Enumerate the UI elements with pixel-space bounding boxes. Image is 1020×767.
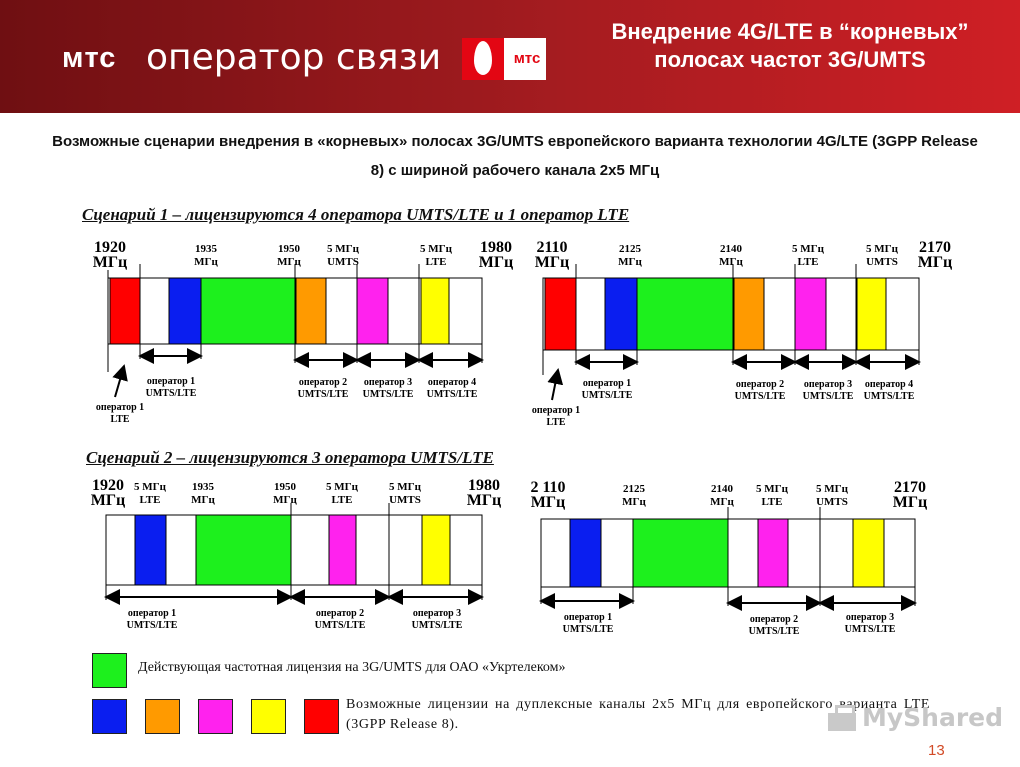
- s1r-freq-label-1-line1: 2125: [619, 243, 641, 255]
- s1l-op-label-2-line2: UMTS/LTE: [297, 389, 349, 400]
- s1l-freq-label-4-line2: LTE: [425, 256, 447, 268]
- s2r-freq-label-3-line2: LTE: [761, 496, 783, 508]
- legend-swatch-possible: [92, 699, 127, 734]
- s2l-op-label-1-line2: UMTS/LTE: [126, 620, 178, 631]
- s1r-block: [734, 278, 764, 350]
- s1l-freq-label-2-line1: 1950: [278, 243, 300, 255]
- s1l-op-label-1-line2: UMTS/LTE: [145, 388, 197, 399]
- s1r-op-label-4-line1: оператор 4: [864, 379, 914, 390]
- slide-title: Внедрение 4G/LTE в “корневых” полосах частот 3G/UMTS: [611, 19, 969, 72]
- s1l-freq-label-1-line2: МГц: [194, 256, 218, 268]
- s1r-op-label-2-line2: UMTS/LTE: [734, 391, 786, 402]
- s2r-op-label-1-line1: оператор 1: [563, 612, 613, 623]
- s1r-freq-label-5-line2: МГц: [917, 254, 953, 271]
- s1r-op-label-1-line2: UMTS/LTE: [581, 390, 633, 401]
- s2r-freq-label-2-line2: МГц: [710, 496, 734, 508]
- s1l-lte-pointer: [115, 366, 124, 397]
- s2r-op-label-2-line2: UMTS/LTE: [748, 626, 800, 637]
- s1r-freq-label-2-line1: 2140: [720, 243, 742, 255]
- legend-swatch-possible: [145, 699, 180, 734]
- s2l-op-label-2-line2: UMTS/LTE: [314, 620, 366, 631]
- s1r-block: [605, 278, 637, 350]
- s1r-block: [795, 278, 826, 350]
- s2l-freq-label-1-line1: 5 МГц: [134, 481, 166, 493]
- s1r-lte-pointer: [552, 370, 558, 400]
- s2l-freq-label-3-line2: МГц: [273, 494, 297, 506]
- s2l-freq-label-4-line2: LTE: [331, 494, 353, 506]
- s2r-block: [758, 519, 788, 587]
- s2r-freq-label-5-line2: МГц: [892, 494, 928, 511]
- s1r-freq-label-2-line2: МГц: [719, 256, 743, 268]
- s2r-op-label-3-line2: UMTS/LTE: [844, 624, 896, 635]
- s1l-freq-label-2-line2: МГц: [277, 256, 301, 268]
- s2l-block: [329, 515, 356, 585]
- s2r-freq-label-4-line1: 5 МГц: [816, 483, 848, 495]
- legend-swatch-possible: [251, 699, 286, 734]
- legend-current-text: Действующая частотная лицензия на 3G/UMTS для ОАО «Укртелеком»: [138, 660, 566, 675]
- s1l-op-label-3-line2: UMTS/LTE: [362, 389, 414, 400]
- scenario-2-title: Сценарий 2 – лицензируются 3 оператора UMTS/LTE: [86, 448, 494, 467]
- s2r-op-label-1-line2: UMTS/LTE: [562, 624, 614, 635]
- s1r-block: [545, 278, 576, 350]
- s1l-op-label-1-line1: оператор 1: [146, 376, 196, 387]
- s2r-freq-label-0-line1: 2 110: [530, 479, 566, 496]
- s2l-freq-label-0-line1: 1920: [92, 477, 124, 494]
- s2r-freq-label-0-line2: МГц: [530, 494, 566, 511]
- s1r-op-label-3-line1: оператор 3: [803, 379, 853, 390]
- s1l-freq-label-5-line1: 1980: [480, 239, 512, 256]
- brand-mts: мтс: [62, 42, 117, 74]
- s2r-freq-label-1-line2: МГц: [622, 496, 646, 508]
- s2l-freq-label-0-line2: МГц: [90, 492, 126, 509]
- scenario-1-title: Сценарий 1 – лицензируются 4 оператора UMTS/LTE и 1 оператор LTE: [82, 205, 630, 224]
- logo-text: мтс: [513, 50, 541, 67]
- s1r-op-label-1-line1: оператор 1: [582, 378, 632, 389]
- watermark-text: MyShared: [862, 703, 1004, 732]
- s1l-freq-label-0-line2: МГц: [92, 254, 128, 271]
- s1l-block: [357, 278, 388, 344]
- s1r-op-label-4-line2: UMTS/LTE: [863, 391, 915, 402]
- s2r-freq-label-1-line1: 2125: [623, 483, 645, 495]
- s2r-block: [853, 519, 884, 587]
- s1l-op-label-4-line2: UMTS/LTE: [426, 389, 478, 400]
- s2l-freq-label-6-line1: 1980: [468, 477, 500, 494]
- s1r-freq-label-3-line2: LTE: [797, 256, 819, 268]
- s2r-freq-label-3-line1: 5 МГц: [756, 483, 788, 495]
- s2l-freq-label-6-line2: МГц: [466, 492, 502, 509]
- s1l-block: [110, 278, 140, 344]
- s1r-freq-label-4-line1: 5 МГц: [866, 243, 898, 255]
- s1l-freq-label-1-line1: 1935: [195, 243, 217, 255]
- s1l-lte-label-line2: LTE: [110, 414, 130, 425]
- s2l-op-label-3-line2: UMTS/LTE: [411, 620, 463, 631]
- briefcase-icon: [828, 705, 856, 731]
- s1r-freq-label-1-line2: МГц: [618, 256, 642, 268]
- s1r-freq-label-5-line1: 2170: [919, 239, 951, 256]
- s2r-freq-label-5-line1: 2170: [894, 479, 926, 496]
- s2l-freq-label-3-line1: 1950: [274, 481, 296, 493]
- s1l-block: [201, 278, 295, 344]
- legend-possible-text: Возможные лицензии на дуплексные каналы 2х5 МГц для европейского варианта LTE (3GPP Release 8).: [346, 697, 930, 732]
- s1l-block: [296, 278, 326, 344]
- s2r-op-label-3-line1: оператор 3: [845, 612, 895, 623]
- legend-swatch-possible: [304, 699, 339, 734]
- legend-swatch-current: [92, 653, 127, 688]
- s1r-freq-label-3-line1: 5 МГц: [792, 243, 824, 255]
- s1l-block: [421, 278, 449, 344]
- s2l-freq-label-2-line2: МГц: [191, 494, 215, 506]
- s1l-freq-label-0-line1: 1920: [94, 239, 126, 256]
- s1l-freq-label-5-line2: МГц: [478, 254, 514, 271]
- page-number: 13: [928, 742, 945, 759]
- brand-operator-text: оператор связи: [146, 37, 442, 78]
- s1l-op-label-4-line1: оператор 4: [427, 377, 477, 388]
- s2l-freq-label-5-line1: 5 МГц: [389, 481, 421, 493]
- s1l-block: [169, 278, 201, 344]
- s2l-freq-label-4-line1: 5 МГц: [326, 481, 358, 493]
- s1r-freq-label-0-line2: МГц: [534, 254, 570, 271]
- s2l-op-label-2-line1: оператор 2: [315, 608, 365, 619]
- s2l-block: [135, 515, 166, 585]
- s1r-op-label-3-line2: UMTS/LTE: [802, 391, 854, 402]
- s2r-block: [570, 519, 601, 587]
- s1r-lte-label-line2: LTE: [546, 417, 566, 428]
- slide-subtitle: Возможные сценарии внедрения в «корневых» полосах 3G/UMTS европейского варианта технологии 4G/LTE (3GPP Release 8) с шириной рабочего канала 2х5 МГц: [52, 133, 978, 179]
- s2l-freq-label-5-line2: UMTS: [389, 494, 421, 506]
- watermark: [828, 703, 1003, 732]
- s2l-op-label-1-line1: оператор 1: [127, 608, 177, 619]
- s1l-op-label-3-line1: оператор 3: [363, 377, 413, 388]
- s1r-freq-label-0-line1: 2110: [536, 239, 568, 256]
- s2r-freq-label-2-line1: 2140: [711, 483, 733, 495]
- s2l-freq-label-1-line2: LTE: [139, 494, 161, 506]
- s1r-freq-label-4-line2: UMTS: [866, 256, 898, 268]
- s2r-freq-label-4-line2: UMTS: [816, 496, 848, 508]
- s1r-op-label-2-line1: оператор 2: [735, 379, 785, 390]
- s2r-op-label-2-line1: оператор 2: [749, 614, 799, 625]
- legend-swatch-possible: [198, 699, 233, 734]
- s1l-freq-label-3-line1: 5 МГц: [327, 243, 359, 255]
- s1l-op-label-2-line1: оператор 2: [298, 377, 348, 388]
- s2r-block: [633, 519, 728, 587]
- s1r-lte-label-line1: оператор 1: [531, 405, 581, 416]
- s2l-block: [196, 515, 291, 585]
- s1r-block: [637, 278, 733, 350]
- s1r-block: [857, 278, 886, 350]
- s1l-freq-label-4-line1: 5 МГц: [420, 243, 452, 255]
- s2l-block: [422, 515, 450, 585]
- s1l-freq-label-3-line2: UMTS: [327, 256, 359, 268]
- s1l-lte-label-line1: оператор 1: [95, 402, 145, 413]
- s2l-op-label-3-line1: оператор 3: [412, 608, 462, 619]
- s2l-freq-label-2-line1: 1935: [192, 481, 214, 493]
